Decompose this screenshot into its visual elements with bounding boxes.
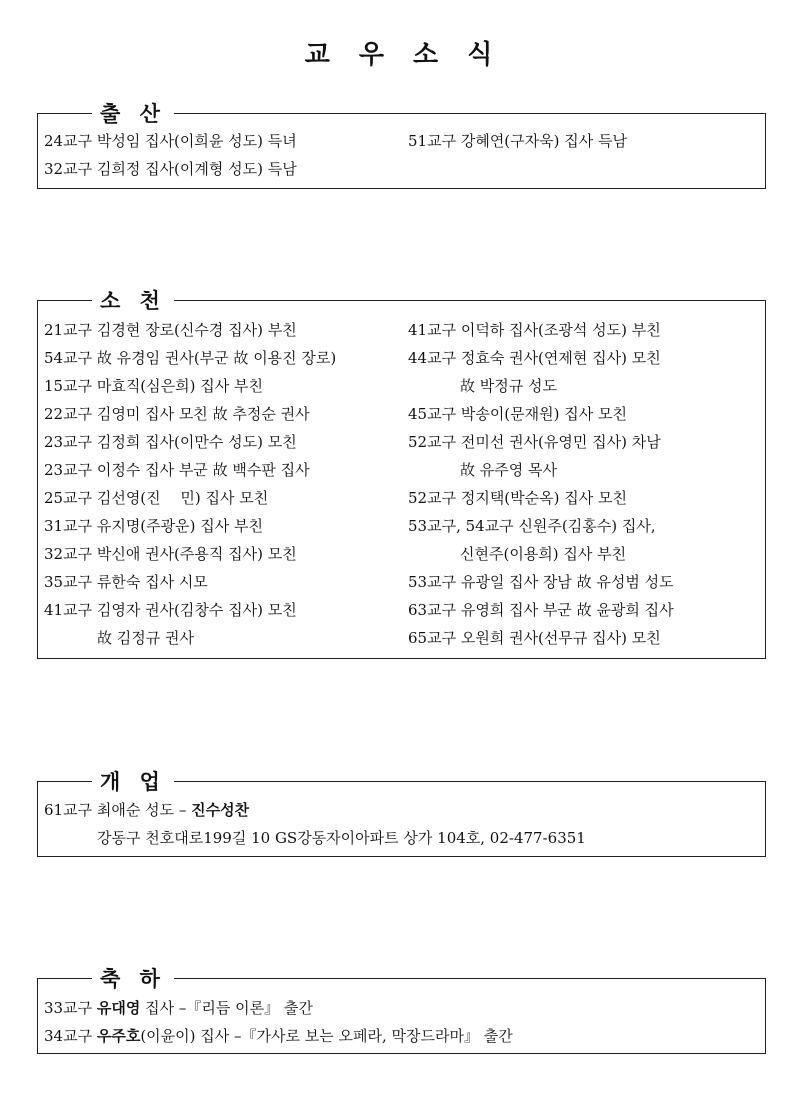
list-item	[38, 799, 765, 827]
list-item	[38, 997, 765, 1025]
congrats-person: 우주호	[96, 1027, 141, 1045]
birth-item: 24교구 박성임 집사(이희윤 성도) 득녀	[44, 132, 297, 150]
congrats-suffix: (이윤이) 집사 –『가사로 보는 오페라, 막장드라마』 출간	[140, 1027, 513, 1045]
list-item	[38, 571, 765, 599]
congrats-line	[44, 997, 313, 1018]
funeral-item: 25교구 김선영(진 민) 집사 모친	[44, 489, 269, 507]
funeral-item: 신현주(이용희) 집사 부친	[460, 545, 627, 563]
funeral-item: 45교구 박송이(문재원) 집사 모친	[408, 405, 627, 423]
funeral-item: 15교구 마효직(심은희) 집사 부친	[44, 377, 263, 395]
congrats-line	[44, 1025, 513, 1046]
list-item	[38, 319, 765, 347]
birth-item: 32교구 김희정 집사(이계형 성도) 득남	[44, 160, 297, 178]
list-item	[38, 487, 765, 515]
funeral-item: 41교구 김영자 권사(김창수 집사) 모친	[44, 601, 297, 619]
funeral-item: 53교구 유광일 집사 장남 故 유성범 성도	[408, 573, 674, 591]
funeral-item: 53교구, 54교구 신원주(김홍수) 집사,	[408, 517, 656, 535]
congrats-section	[37, 967, 766, 1054]
funeral-heading: 소 천	[92, 285, 174, 315]
funeral-item: 54교구 故 유경임 권사(부군 故 이용진 장로)	[44, 349, 337, 367]
congrats-person: 유대영	[96, 999, 141, 1017]
funeral-item: 故 유주영 목사	[460, 461, 557, 479]
birth-section	[37, 102, 766, 189]
funeral-item: 52교구 전미선 권사(유영민 집사) 차남	[408, 433, 661, 451]
congrats-prefix: 33교구	[44, 999, 97, 1017]
list-item	[38, 459, 765, 487]
opening-prefix: 61교구 최애순 성도 –	[44, 801, 192, 819]
list-item	[38, 158, 765, 186]
funeral-item: 故 김정규 권사	[97, 629, 194, 647]
list-item	[38, 515, 765, 543]
funeral-section	[37, 289, 766, 659]
funeral-item: 52교구 정지택(박순옥) 집사 모친	[408, 489, 627, 507]
list-item	[38, 543, 765, 571]
funeral-item: 21교구 김경현 장로(신수경 집사) 부친	[44, 321, 297, 339]
congrats-suffix: 집사 –『리듬 이론』 출간	[140, 999, 313, 1017]
congrats-heading: 축 하	[92, 963, 174, 993]
list-item	[38, 130, 765, 158]
list-item	[38, 1025, 765, 1053]
funeral-item: 35교구 류한숙 집사 시모	[44, 573, 208, 591]
congrats-prefix: 34교구	[44, 1027, 97, 1045]
funeral-item: 23교구 김정희 집사(이만수 성도) 모친	[44, 433, 297, 451]
funeral-item: 故 박정규 성도	[460, 377, 557, 395]
birth-heading: 출 산	[92, 98, 174, 128]
opening-line	[44, 799, 249, 820]
birth-item: 51교구 강혜연(구자욱) 집사 득남	[408, 132, 627, 150]
opening-heading: 개 업	[92, 766, 174, 796]
list-item	[38, 431, 765, 459]
business-address: 강동구 천호대로199길 10 GS강동자이아파트 상가 104호, 02-477-6351	[97, 829, 586, 847]
list-item	[38, 403, 765, 431]
funeral-item: 63교구 유영희 집사 부군 故 윤광희 집사	[408, 601, 674, 619]
list-item	[38, 827, 765, 855]
page-title: 교 우 소 식	[304, 40, 503, 70]
funeral-item: 31교구 유지명(주광운) 집사 부친	[44, 517, 263, 535]
list-item	[38, 599, 765, 627]
funeral-item: 32교구 박신애 권사(주용직 집사) 모친	[44, 545, 297, 563]
list-item	[38, 627, 765, 655]
funeral-item: 22교구 김영미 집사 모친 故 추정순 권사	[44, 405, 310, 423]
business-name: 진수성찬	[191, 801, 250, 819]
funeral-item: 65교구 오원희 권사(선무규 집사) 모친	[408, 629, 661, 647]
list-item	[38, 347, 765, 375]
opening-section	[37, 770, 766, 857]
list-item	[38, 375, 765, 403]
funeral-item: 41교구 이덕하 집사(조광석 성도) 부친	[408, 321, 661, 339]
funeral-item: 23교구 이정수 집사 부군 故 백수판 집사	[44, 461, 310, 479]
funeral-item: 44교구 정효숙 권사(연제현 집사) 모친	[408, 349, 661, 367]
